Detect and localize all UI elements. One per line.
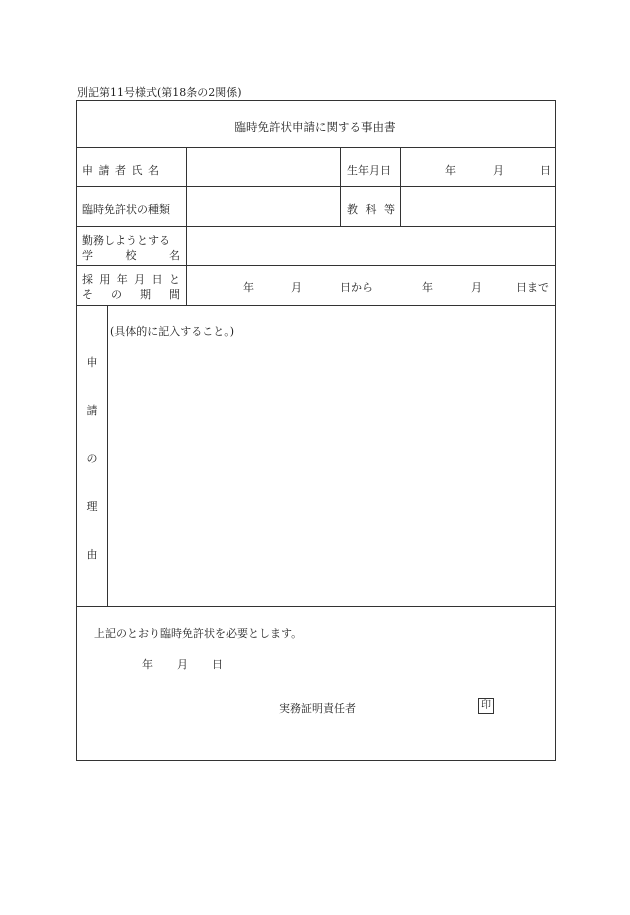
school-char-3: 名	[169, 249, 180, 262]
hire-char-1: 採	[82, 273, 93, 286]
birth-month-unit: 月	[493, 164, 504, 177]
form-reference: 別記第11号様式(第18条の2関係)	[77, 86, 242, 99]
subject-label: 教 科 等	[347, 203, 397, 216]
school-char-1: 学	[82, 249, 93, 262]
rule-title-bottom	[76, 147, 556, 148]
until-month-unit: 月	[471, 281, 482, 294]
rule-reason-label-col	[107, 305, 108, 606]
subject-field[interactable]	[402, 188, 554, 224]
from-year-unit: 年	[243, 281, 254, 294]
hire-char-5: 日	[151, 273, 163, 286]
hire-char-6: と	[168, 273, 180, 286]
date-month-unit: 月	[177, 658, 188, 671]
rule-row2-bottom	[76, 226, 556, 227]
license-type-field[interactable]	[188, 188, 338, 224]
period-char-1: そ	[82, 288, 93, 301]
rule-reason-bottom	[76, 606, 556, 607]
reason-hint: (具体的に記入すること。)	[110, 325, 235, 338]
from-day-unit: 日から	[340, 281, 373, 294]
birth-day-unit: 日	[540, 164, 551, 177]
license-type-label: 臨時免許状の種類	[82, 203, 170, 216]
hire-char-2: 用	[99, 273, 111, 286]
applicant-name-label: 申 請 者 氏 名	[82, 164, 160, 177]
hire-label-line2	[82, 286, 180, 302]
reason-field[interactable]	[109, 340, 554, 604]
birth-year-unit: 年	[445, 164, 456, 177]
reason-label-char-2: 請	[86, 404, 98, 417]
reason-label-char-5: 由	[86, 548, 98, 561]
school-field[interactable]	[188, 228, 554, 263]
school-label-line1: 勤務しようとする	[82, 234, 170, 247]
statement-text: 上記のとおり臨時免許状を必要とします。	[94, 627, 303, 640]
until-day-unit: 日まで	[516, 281, 549, 294]
period-char-2: の	[111, 288, 122, 301]
birth-date-label: 生年月日	[347, 164, 391, 177]
school-label-line2	[82, 247, 180, 263]
until-year-unit: 年	[422, 281, 433, 294]
rule-mid-col-left	[340, 147, 341, 226]
applicant-name-field[interactable]	[188, 149, 338, 184]
period-char-4: 間	[169, 288, 180, 301]
hire-char-4: 月	[134, 273, 146, 286]
rule-mid-col-right	[400, 147, 401, 226]
from-month-unit: 月	[291, 281, 302, 294]
date-year-unit: 年	[142, 658, 153, 671]
form-title: 臨時免許状申請に関する事由書	[234, 120, 396, 134]
date-day-unit: 日	[212, 658, 223, 671]
certifier-label: 実務証明責任者	[279, 702, 356, 715]
reason-label-char-1: 申	[86, 356, 98, 369]
period-char-3: 期	[140, 288, 151, 301]
rule-row1-bottom	[76, 186, 556, 187]
rule-row3-bottom	[76, 265, 556, 266]
hire-label-line1	[82, 271, 180, 287]
rule-label-col	[186, 147, 187, 305]
school-char-2: 校	[125, 249, 137, 262]
hire-char-3: 年	[116, 273, 128, 286]
reason-label-char-4: 理	[86, 500, 98, 513]
rule-row4-bottom	[76, 305, 556, 306]
reason-label-char-3: の	[86, 452, 98, 465]
seal-mark: 印	[478, 698, 494, 714]
